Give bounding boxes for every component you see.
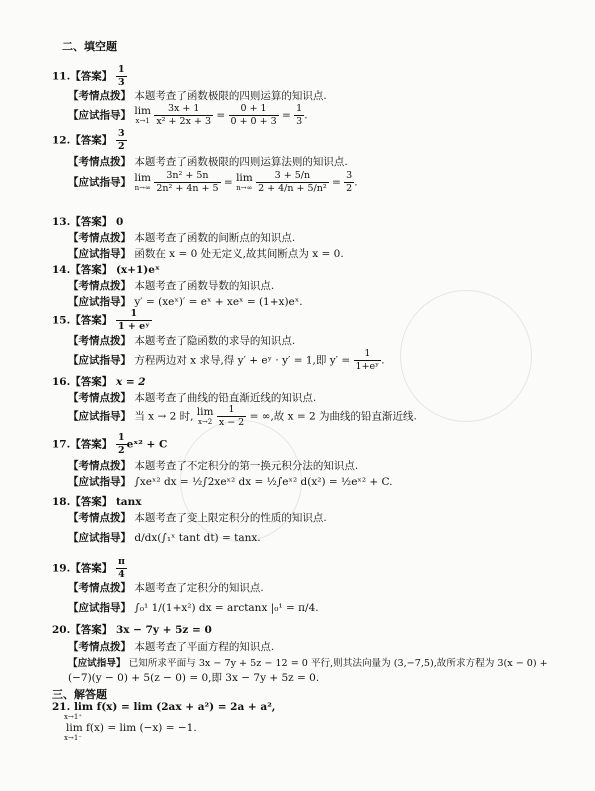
point-note: 【考情点拨】 本题考查了变上限定积分的性质的知识点. (68, 512, 327, 524)
guide-note: 【应试指导】 当 x → 2 时, lim x→2 $\frac{1}{x - 2}$ = ∞,故 x = 2 为曲线的铅直渐近线. (68, 404, 417, 428)
question-18: 18.【答案】 tanx (52, 496, 142, 508)
guide-note: 【应试指导】 方程两边对 x 求导,得 y′ + eʸ · y′ = 1,即 y′ = $\frac{1}{\text{1+eʸ}}$ . (68, 348, 385, 372)
point-note: 【考情点拨】 本题考查了曲线的铅直渐近线的知识点. (68, 392, 317, 404)
limit-sub: x→1⁺ (64, 713, 82, 721)
guide-note: 【应试指导】 d/dx(∫₁ˣ tant dt) = tanx. (68, 532, 261, 544)
limit-sub: x→1⁻ (64, 734, 82, 742)
guide-note: 【应试指导】 ∫xeˣ² dx = ½∫2xeˣ² dx = ½∫eˣ² d(x²) = ½eˣ² + C. (68, 476, 393, 488)
section-heading: 三、解答题 (52, 688, 107, 701)
section-heading: 二、填空题 (62, 40, 117, 53)
guide-note: 【应试指导】 lim n→∞ $\frac{\text{3n² + 5n}}{\text{2n² + 4n + 5}}$ = lim n→∞ $\frac{3 + 5/n}{\text{2 + 4/n + 5/n²}}$ = $\frac{3}{2}$ . (68, 170, 358, 194)
guide-note: 【应试指导】 已知所求平面与 3x − 7y + 5z − 12 = 0 平行,则其法向量为 (3,−7,5),故所求方程为 3(x − 0) + (68, 658, 548, 669)
point-note: 【考情点拨】 本题考查了函数的间断点的知识点. (68, 232, 296, 244)
question-11: 11.【答案】 $\frac{1}{3}$ (52, 64, 125, 88)
guide-note-cont: (−7)(y − 0) + 5(z − 0) = 0,即 3x − 7y + 5z = 0. (68, 672, 320, 684)
question-21: 21. lim f(x) = lim (2ax + a²) = 2a + a², (52, 701, 276, 713)
watermark-seal (400, 290, 532, 422)
question-15: 15.【答案】 $\frac{1}{\text{1 + eʸ}}$ (52, 308, 150, 332)
guide-note: 【应试指导】 lim x→1 $\frac{3x + 1}{\text{x² + 2x + 3}}$ = $\frac{0 + 1}{0 + 0 + 3}$ = $\frac{1}{3}$ . (68, 103, 308, 127)
question-19: 19.【答案】 $\frac{\pi}{4}$ (52, 556, 125, 580)
point-note: 【考情点拨】 本题考查了函数导数的知识点. (68, 280, 275, 292)
point-note: 【考情点拨】 本题考查了不定积分的第一换元积分法的知识点. (68, 460, 359, 472)
point-note: 【考情点拨】 本题考查了平面方程的知识点. (68, 641, 275, 653)
question-14: 14.【答案】 (x+1)eˣ (52, 264, 160, 276)
answer-fraction: $\frac{1}{3}$ (117, 64, 125, 88)
guide-note: 【应试指导】 函数在 x = 0 处无定义,故其间断点为 x = 0. (68, 248, 344, 260)
point-note: 【考情点拨】 本题考查了函数极限的四则运算法则的知识点. (68, 156, 348, 168)
question-13: 13.【答案】 0 (52, 216, 124, 228)
question-20: 20.【答案】 3x − 7y + 5z = 0 (52, 624, 212, 636)
guide-note: 【应试指导】 ∫₀¹ 1/(1+x²) dx = arctanx |₀¹ = π/4. (68, 602, 319, 614)
question-17: 17.【答案】 $\frac{1}{2}$ eˣ² + C (52, 432, 168, 456)
point-note: 【考情点拨】 本题考查了隐函数的求导的知识点. (68, 335, 296, 347)
guide-note: 【应试指导】 y′ = (xeˣ)′ = eˣ + xeˣ = (1+x)eˣ. (68, 296, 303, 308)
question-21-line2: lim f(x) = lim (−x) = −1. (66, 722, 197, 734)
question-16: 16.【答案】 x = 2 (52, 376, 146, 388)
point-note: 【考情点拨】 本题考查了定积分的知识点. (68, 582, 264, 594)
point-note: 【考情点拨】 本题考查了函数极限的四则运算的知识点. (68, 90, 327, 102)
question-12: 12.【答案】 $\frac{3}{2}$ (52, 128, 125, 152)
